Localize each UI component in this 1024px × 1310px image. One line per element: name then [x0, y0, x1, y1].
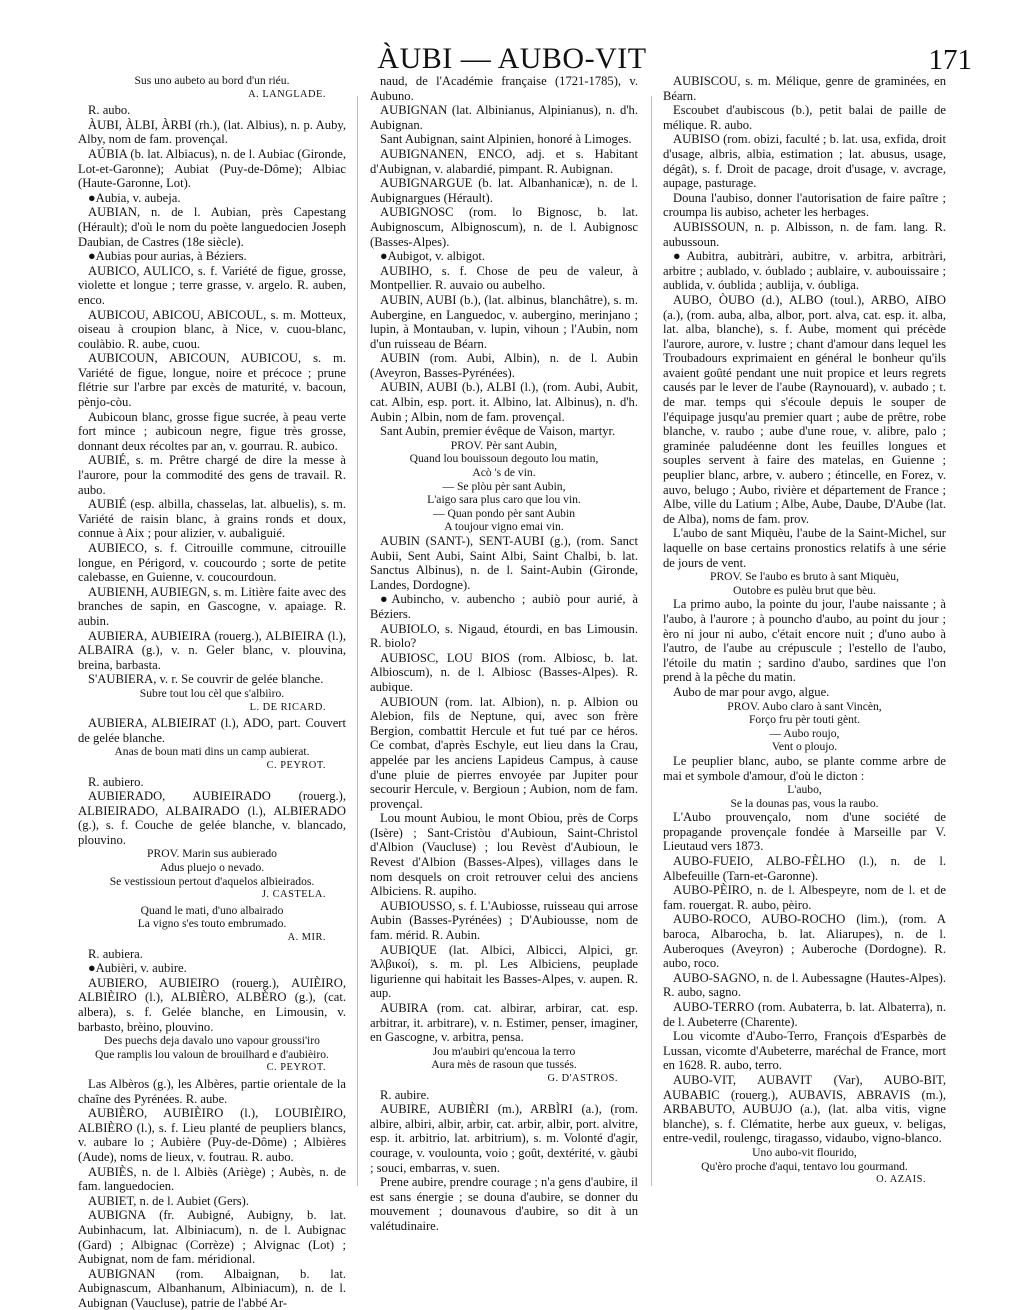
dictionary-entry: AUBIET, n. de l. Aubiet (Gers). [88, 1193, 249, 1208]
dictionary-entry: R. aubo. [88, 103, 131, 118]
dictionary-entry: AUBIN (SANT-), SENT-AUBI (g.), (rom. Sanct Aubii, Sent Aubi, Saint Albi, Saint Chalbi, b. lat. Sanctus Albinus), n. de l. Saint-Aubin (Gironde, Landes, Dordogne). [370, 534, 638, 592]
column-right [663, 74, 946, 1294]
dictionary-entry: AUBIAN, n. de l. Aubian, près Capestang (Hérault); d'où le nom du poète languedocien Joseph Daubian, de Castres (18e siècle). [78, 205, 346, 249]
quotation-line: PROV. Pèr sant Aubin, [450, 438, 558, 452]
column-left [78, 74, 346, 1310]
quotation-line: — Quan pondo pèr sant Aubin [432, 506, 575, 520]
dictionary-entry: AUBIQUE (lat. Albici, Albicci, Alpici, gr. Ἀλβικοί), s. m. pl. Les Albiciens, peuplade ligurienne qui habitait les Basses-Alpes, v. aupen. R. aup. [370, 942, 638, 1001]
dictionary-entry: AUBIOSC, LOU BIOS (rom. Albiosc, b. lat. Albioscum), n. de l. Albiosc (Basses-Alpes). R. aubique. [370, 650, 638, 694]
quotation-line: Quand le mati, d'uno albairado [140, 903, 284, 917]
dictionary-entry: Lou mount Aubiou, le mont Obiou, près de Corps (Isère) ; Sant-Cristòu d'Aubioun, Saint-Christol d'Albion (Vaucluse) ; lou Revèst d'Aubioun, le Revest d'Albion (Basses-Alpes), villages dans le nom desquels on croit retrouver celui des anciens Albiciens. R. aupiho. [370, 811, 638, 899]
quotation-line: L'aigo sara plus caro que lou vin. [427, 493, 581, 507]
dictionary-entry: AUBIN, AUBI (b.), ALBI (l.), (rom. Aubi, Aubit, cat. Albin, esp. port. it. Albino, lat. Albinus), n. d'h. Aubin ; Albin, nom de fam. provençal. [370, 380, 638, 424]
dictionary-entry: Escoubet d'aubiscous (b.), petit balai de paille de mélique. R. aubo. [663, 103, 946, 132]
column-middle [370, 74, 638, 1294]
dictionary-entry: Aubo de mar pour avgo, algue. [673, 684, 830, 699]
dictionary-entry: Sant Aubin, premier évêque de Vaison, martyr. [380, 424, 616, 439]
quotation-line: Se vestissioun pertout d'aquelos albieirados. [109, 874, 315, 888]
dictionary-entry: AUBO-VIT, AUBAVIT (Var), AUBO-BIT, AUBABIC (rouerg.), AUBAVIS, ABRAVIS (m.), ARBABUTO, AUBUJO (a.), (lat. alba vitis, vigne blanche), s. f. Clématite, herbe aux gueux, v. beligas, entre-vedil, roulengc, tiragasso, vidaubo, vigno-blanco. [663, 1072, 946, 1146]
dictionary-entry: Douna l'aubiso, donner l'autorisation de faire paître ; croumpa lis aubiso, acheter les herbages. [663, 190, 946, 220]
quotation-line: Que ramplis lou valoun de brouilhard e d'aubièiro. [95, 1047, 329, 1061]
quotation-line: — Aubo roujo, [769, 726, 840, 740]
column-divider [357, 96, 358, 1186]
dictionary-entry: ●Aubias pour aurias, à Béziers. [88, 249, 247, 264]
page-title: ÀUBI — AUBO-VIT [377, 42, 647, 75]
dictionary-entry: AUBIÉ (esp. albilla, chasselas, lat. albuelis), s. m. Variété de raisin blanc, à grains ronds et doux, connue à Aix ; pour alizier, v. aubaliguié. [78, 497, 346, 541]
dictionary-entry: AUBICO, AULICO, s. f. Variété de figue, grosse, violette et longue ; terre grasse, v. argelo. R. auben, enco. [78, 263, 346, 307]
dictionary-entry: AUBICOUN, ABICOUN, AUBICOU, s. m. Variété de figue, longue, noire et précoce ; prune flétrie sur l'arbre par excès de maturité, v. bacoun, pènjo-còu. [78, 351, 346, 410]
dictionary-entry: R. aubiero. [88, 774, 144, 789]
dictionary-entry: L'aubo de sant Miquèu, l'aube de la Saint-Michel, sur laquelle on base certains pronostics relatifs à une série de jours de vent. [663, 526, 946, 570]
quotation-line: — Se plòu pèr sant Aubin, [442, 479, 566, 493]
dictionary-entry: La primo aubo, la pointe du jour, l'aube naissante ; à l'aubo, à l'aurore ; à pouncho d'aubo, au point du jour ; èro ni jour ni aubo, c'était encore nuit ; d'uno aubo à l'autro, de l'aube au crépuscule ; l'estello de l'aubo, l'étoile du matin ; sardino d'aubo, sardines que l'on prend à la pêche du matin. [663, 597, 946, 685]
dictionary-entry: AUBIRE, AUBIÈRI (m.), ARBÌRI (a.), (rom. albire, albiri, albir, arbir, cat. arbir, albir, port. alvitre, esp. it. arbitrio, lat. arbitrium), s. m. Volonté d'agir, courage, v. voulounta, voio ; goût, dextérité, v. gàubi ; souci, embarras, v. suen. [370, 1102, 638, 1175]
dictionary-entry: Sant Aubignan, saint Alpinien, honoré à Limoges. [380, 132, 632, 147]
dictionary-entry: L'Aubo prouvençalo, nom d'une société de propagande provençale fondée à Marseille par V. Lieutaud vers 1873. [663, 810, 946, 854]
quotation-line: Des puechs deja davalo uno vapour groussi'iro [104, 1034, 320, 1048]
dictionary-entry: ●Aubia, v. aubeja. [88, 190, 181, 205]
dictionary-entry: AUBIERA, ALBIEIRAT (l.), ADO, part. Couvert de gelée blanche. [78, 716, 346, 745]
quotation-line: Adus pluejo o nevado. [159, 861, 265, 875]
dictionary-entry: AUBIGNANEN, ENCO, adj. et s. Habitant d'Aubignan, v. alabardié, pimpant. R. Aubignan. [370, 146, 638, 176]
dictionary-entry: AUBIERADO, AUBIEIRADO (rouerg.), ALBIEIRADO, ALBAIRADO (l.), ALBIERADO (g.), s. f. Couche de gelée blanche, v. blancado, plouvino. [78, 789, 346, 847]
dictionary-entry: AUBIERA, AUBIEIRA (rouerg.), ALBIEIRA (l.), ALBAIRA (g.), v. n. Geler blanc, v. plouvina, breina, barbasta. [78, 628, 346, 672]
dictionary-entry: ÀUBI, ÀLBI, ÀRBI (rh.), (lat. Albius), n. p. Auby, Alby, nom de fam. provençal. [78, 117, 346, 147]
quotation-line: Se la dounas pas, vous la raubo. [730, 796, 879, 810]
dictionary-entry: AUBISCOU, s. m. Mélique, genre de graminées, en Béarn. [663, 74, 946, 103]
dictionary-entry: AÚBIA (b. lat. Albiacus), n. de l. Aubiac (Gironde, Lot-et-Garonne); Aubiat (Puy-de-Dôme); Albiac (Haute-Garonne, Lot). [78, 146, 346, 191]
quotation-line: Aura mès de rasoun que tussés. [431, 1058, 577, 1072]
quotation-line: L'aubo, [787, 783, 822, 797]
quote-attribution: C. PEYROT. [266, 759, 326, 771]
dictionary-entry: AUBIGNARGUE (b. lat. Albanhanicæ), n. de l. Aubignargues (Hérault). [370, 176, 638, 205]
dictionary-entry: ●Aubièri, v. aubire. [88, 961, 187, 976]
dictionary-entry: AUBIOLO, s. Nigaud, étourdi, en bas Limousin. R. biolo? [370, 621, 638, 651]
dictionary-entry: naud, de l'Académie française (1721-1785), v. Aubuno. [370, 74, 638, 103]
quotation-line: PROV. Marin sus aubierado [147, 847, 277, 861]
dictionary-entry: ●Aubitra, aubitràri, aubitre, v. arbitra, arbitràri, arbitre ; aublado, v. óublado ; aublaire, v. aubouissaire ; aublida, v. óublida ; aublija, v. óubliga. [663, 249, 946, 293]
dictionary-entry: Aubicoun blanc, grosse figue sucrée, à peau verte fort mince ; aubicoun negre, figue très grosse, donnant deux récoltes par an, v. gourrau. R. aubico. [78, 409, 346, 453]
quotation-line: Anas de boun mati dins un camp aubierat. [114, 745, 310, 759]
dictionary-entry: Le peuplier blanc, aubo, se plante comme arbre de mai et symbole d'amour, d'où le dicton : [663, 753, 946, 783]
dictionary-entry: AUBO-ROCO, AUBO-ROCHO (lim.), (rom. A baroca, Albarocha, b. lat. Aliarupes), n. de l. Auberoques (Aveyron) ; Auberoche (Dordogne). R. aubo, roco. [663, 912, 946, 971]
quotation-line: PROV. Se l'aubo es bruto à sant Miquèu, [710, 570, 899, 584]
quotation-line: Outobre es pulèu brut que bèu. [733, 583, 876, 597]
dictionary-entry: AUBIÈRO, AUBIÈIRO (l.), LOUBIÈIRO, ALBIÈRO (l.), s. f. Lieu planté de peupliers blancs, v. aubare lo ; Aubière (Puy-de-Dôme) ; Albières (Aude), noms de lieux, v. foutrau. R. aubo. [78, 1106, 346, 1164]
quotation-line: PROV. Aubo claro à sant Vincèn, [727, 699, 882, 713]
quotation-line: Uno aubo-vit flourido, [752, 1145, 857, 1159]
dictionary-entry: R. aubiera. [88, 946, 143, 961]
dictionary-entry: AUBIGNOSC (rom. lo Bignosc, b. lat. Aubignoscum, Albignoscum), n. de l. Aubignosc (Basses-Alpes). [370, 205, 638, 249]
dictionary-entry: AUBIN (rom. Aubi, Albin), n. de l. Aubin (Aveyron, Basses-Pyrénées). [370, 351, 638, 380]
quotation-line: Quand lou bouissoun degouto lou matin, [409, 452, 599, 466]
dictionary-entry: Prene aubire, prendre courage ; n'a gens d'aubire, il est sans énergie ; se douna d'aubire, se donner du mouvement ; dounavous d'aubire, so dit à un valétudinaire. [370, 1175, 638, 1233]
quote-attribution: J. CASTELA. [261, 889, 326, 901]
dictionary-entry: AUBIGNA (fr. Aubigné, Aubigny, b. lat. Aubinhacum, lat. Albiniacum), n. de l. Aubignac (Gard) ; Albignac (Corrèze) ; Alvignac (Lot) ; Aubignat, nom de fam. méridional. [78, 1208, 346, 1267]
quote-attribution: O. AZAIS. [876, 1174, 926, 1186]
dictionary-entry: AUBIGNAN (lat. Albinianus, Alpinianus), n. d'h. Aubignan. [370, 103, 638, 132]
dictionary-entry: Las Albèros (g.), les Albères, partie orientale de la chaîne des Pyrénées. R. aube. [78, 1076, 346, 1106]
quotation-line: Sus uno aubeto au bord d'un riéu. [134, 74, 290, 87]
dictionary-entry: AUBIECO, s. f. Citrouille commune, citrouille longue, en Périgord, v. coucourdo ; sorte de petite calebasse, en Guienne, v. coucourdoun. [78, 541, 346, 585]
dictionary-entry: AUBIOUN (rom. lat. Albion), n. p. Albion ou Alebion, fils de Neptune, qui, avec son frère Bergion, combattit Hercule et fut tué par ce héros. Ce combat, d'après Eschyle, eut lieu dans la Crau, appelée par les anciens Lapideus Campus, à cause d'une pluie de pierres envoyée par Jupiter pour secourir Hercule, v. Bergioun ; Aubion, nom de fam. provençal. [370, 694, 638, 811]
dictionary-entry: Lou vicomte d'Aubo-Terro, François d'Esparbès de Lussan, vicomte d'Aubeterre, maréchal de France, mort en 1628. R. aubo, terro. [663, 1029, 946, 1073]
dictionary-entry: AUBIRA (rom. cat. albirar, arbirar, cat. esp. arbitrar, it. arbitrare), v. n. Estimer, penser, imaginer, en Gascogne, v. arbitra, pensa. [370, 1001, 638, 1045]
dictionary-entry: AUBIGNAN (rom. Albaignan, b. lat. Aubignascum, Albanhanum, Albiniacum), n. de l. Aubignan (Vaucluse), patrie de l'abbé Ar- [78, 1266, 346, 1310]
quote-attribution: C. PEYROT. [266, 1062, 326, 1074]
dictionary-entry: AUBIENH, AUBIEGN, s. m. Litière faite avec des branches de sapin, en Gascogne, v. apaiage. R. aubin. [78, 584, 346, 628]
dictionary-entry: AUBISO (rom. obizi, faculté ; b. lat. usa, exfida, droit d'usage, albris, albia, estimation ; lat. abusus, usage, dégât), s. f. Droit de pacage, droit d'usage, v. avcrage, aupage, pasturage. [663, 132, 946, 191]
dictionary-entry: AUBICOU, ABICOU, ABICOUL, s. m. Motteux, oiseau à croupion blanc, à Nice, v. cuou-blanc, coulàbio. R. aube, cuou. [78, 307, 346, 351]
dictionary-entry: ●Aubigot, v. albigot. [380, 249, 486, 264]
quote-attribution: G. D'ASTROS. [547, 1072, 618, 1084]
dictionary-entry: AUBIERO, AUBIEIRO (rouerg.), AUIÈIRO, ALBIÈIRO (l.), ALBIÈRO, ALBÈRO (g.), (cat. albera), s. f. Gelée blanche, en Limousin, v. barbasto, brèino, plouvino. [78, 975, 346, 1034]
quote-attribution: A. MIR. [287, 932, 326, 944]
quotation-line: La vigno s'es touto embrumado. [137, 917, 287, 931]
dictionary-entry: AUBIHO, s. f. Chose de peu de valeur, à Montpellier. R. auvaio ou aubelho. [370, 263, 638, 293]
dictionary-entry: S'AUBIERA, v. r. Se couvrir de gelée blanche. [88, 672, 324, 687]
quotation-line: Forço fru pèr touti gènt. [748, 713, 861, 727]
quotation-line: Qu'èro proche d'aqui, tentavo lou gourmand. [701, 1159, 908, 1173]
dictionary-entry: AUBO, ÒUBO (d.), ALBO (toul.), ARBO, AIBO (a.), (rom. auba, alba, albor, port. alva, cat. esp. it. alba, lat. alba, blanche), s. f. Aube, moment qui précède l'aurore, aurore, v. lustre ; chant d'amour dans lequel les Troubadours exprimaient en général le bonheur qu'ils avaient goûté pendant une nuit propice et leurs regrets causés par le lever de l'aube (Raynouard), v. aubado ; t. de mar. temps qui s'écoule depuis le souper de l'équipage jusqu'au premier quart ; aube de prêtre, robe blanche, v. raubo ; aube d'une roue, v. alibre, palo ; graminée paludéenne dont les feuilles longues et souples servent à faire des matelas, en Guienne ; peuplier blanc, arbre, v. aubero ; étincelle, en Forez, v. auvo, belugo ; Aubo, rivière et département de France ; Albe, ville du Latium ; Albe, Aube, Daube, D'Aube (lat. de Alba), noms de fam. prov. [663, 292, 946, 526]
dictionary-entry: AUBIN, AUBI (b.), (lat. albinus, blanchâtre), s. m. Aubergine, en Languedoc, v. aubergino, merinjano ; lupin, à Montauban, v. lupin, vihoun ; l'Aubin, nom d'un ruisseau de Béarn. [370, 292, 638, 351]
column-divider [651, 96, 652, 1186]
dictionary-entry: AUBO-FUEIO, ALBO-FÈLHO (l.), n. de l. Albefeuille (Tarn-et-Garonne). [663, 854, 946, 883]
dictionary-entry: AUBIOUSSO, s. f. L'Aubiosse, ruisseau qui arrose Aubin (Basses-Pyrénées) ; D'Aubiousse, nom de fam. mérid. R. Aubin. [370, 898, 638, 943]
quotation-line: Subre tout lou cèl que s'albiìro. [139, 686, 285, 700]
dictionary-entry: AUBO-SAGNO, n. de l. Aubessagne (Hautes-Alpes). R. aubo, sagno. [663, 970, 946, 1000]
quotation-line: Vent o ploujo. [771, 740, 838, 754]
dictionary-entry: R. aubire. [380, 1087, 430, 1102]
page-number: 171 [928, 44, 972, 76]
dictionary-entry: AUBIÉ, s. m. Prêtre chargé de dire la messe à l'aurore, pour la commodité des gens de travail. R. aubo. [78, 453, 346, 497]
dictionary-entry: AUBIÈS, n. de l. Albiès (Ariège) ; Aubès, n. de fam. languedocien. [78, 1164, 346, 1194]
quotation-line: Acò 's de vin. [472, 466, 536, 480]
dictionary-entry: AUBO-TERRO (rom. Aubaterra, b. lat. Albaterra), n. de l. Aubeterre (Charente). [663, 1000, 946, 1029]
dictionary-entry: ●Aubincho, v. aubencho ; aubiò pour aurié, à Béziers. [370, 592, 638, 621]
quotation-line: A toujour vigno emai vin. [444, 520, 564, 534]
quote-attribution: L. DE RICARD. [249, 701, 326, 713]
quote-attribution: A. LANGLADE. [248, 88, 326, 100]
dictionary-entry: AUBISSOUN, n. p. Albisson, n. de fam. lang. R. aubussoun. [663, 219, 946, 249]
quotation-line: Jou m'aubiri qu'encoua la terro [432, 1044, 576, 1058]
dictionary-entry: AUBO-PÈIRO, n. de l. Albespeyre, nom de l. et de fam. rouergat. R. aubo, pèiro. [663, 883, 946, 912]
